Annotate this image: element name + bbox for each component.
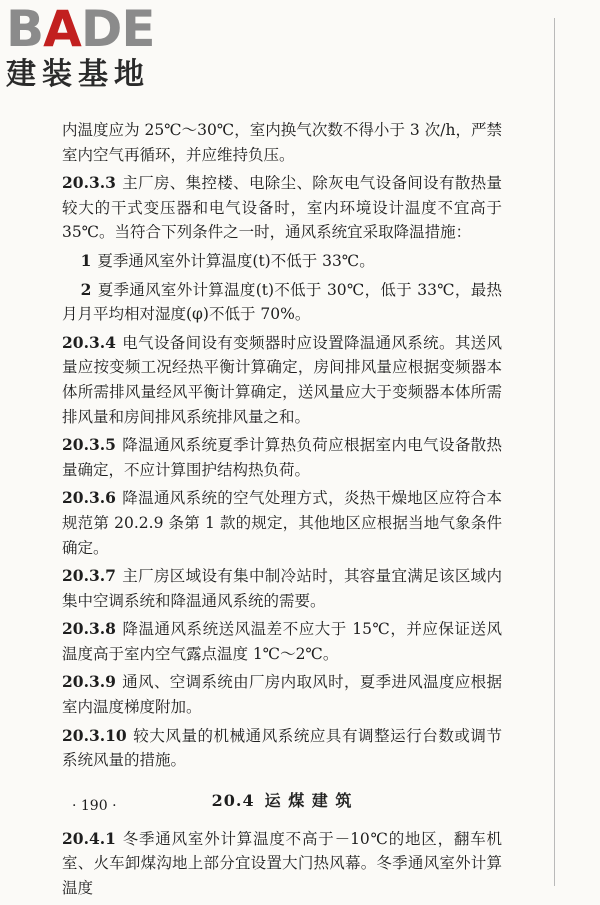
item-number: 2 bbox=[80, 279, 92, 299]
clause-number: 20.3.5 bbox=[62, 435, 116, 455]
item-text: 夏季通风室外计算温度(t)不低于 30℃，低于 33℃，最热月月平均相对湿度(φ)不低于 70%。 bbox=[62, 280, 502, 324]
clause-text: 降温通风系统的空气处理方式，炎热干燥地区应符合本规范第 20.2.9 条第 1 款的规定，其他地区应根据当地气象条件确定。 bbox=[62, 489, 502, 557]
logo-wordmark: BADE bbox=[6, 0, 155, 58]
clause-text: 冬季通风室外计算温度不高于－10℃的地区，翻车机室、火车卸煤沟地上部分宜设置大门热风幕。冬季通风室外计算温度 bbox=[62, 829, 502, 898]
clause-text: 较大风量的机械通风系统应具有调整运行台数或调节系统风量的措施。 bbox=[62, 726, 502, 770]
clause-number: 20.3.9 bbox=[62, 672, 116, 692]
item-number: 1 bbox=[80, 250, 92, 270]
clause-text: 电气设备间设有变频器时应设置降温通风系统。其送风量应按变频工况经热平衡计算确定，房间排风量应根据变频器本体所需排风量经风平衡计算确定，送风量应大于变频器本体所需排风量和房间排风系统排风量之和。 bbox=[62, 333, 502, 426]
logo-subtitle: 建装基地 bbox=[6, 57, 150, 92]
item-text: 夏季通风室外计算温度(t)不低于 33℃。 bbox=[97, 251, 375, 270]
clause-20-4-1 bbox=[62, 827, 502, 901]
clause-text: 降温通风系统送风温差不应大于 15℃，并应保证送风温度高于室内空气露点温度 1℃～2℃。 bbox=[62, 620, 502, 663]
clause-text: 降温通风系统夏季计算热负荷应根据室内电气设备散热量确定，不应计算围护结构热负荷。 bbox=[62, 436, 502, 479]
document-body bbox=[62, 118, 502, 905]
page-number: · 190 · bbox=[72, 798, 117, 814]
clause-number: 20.3.6 bbox=[62, 488, 116, 508]
clause-number: 20.3.8 bbox=[62, 619, 116, 639]
clause-number: 20.3.7 bbox=[62, 566, 116, 586]
bade-logo bbox=[6, 0, 181, 92]
clause-20-3-6 bbox=[62, 486, 502, 560]
clause-20-3-8 bbox=[62, 617, 502, 666]
clause-20-3-5 bbox=[62, 433, 502, 482]
section-heading bbox=[62, 789, 502, 813]
scan-edge-line bbox=[554, 18, 555, 886]
clause-number: 20.3.4 bbox=[62, 332, 116, 352]
list-item-2 bbox=[62, 278, 502, 327]
paragraph-continuation: 内温度应为 25℃～30℃，室内换气次数不得小于 3 次/h，严禁室内空气再循环，并应维持负压。 bbox=[62, 121, 502, 164]
clause-20-3-4 bbox=[62, 331, 502, 429]
clause-20-3-10 bbox=[62, 724, 502, 773]
clause-text: 主厂房、集控楼、电除尘、除灰电气设备间设有散热量较大的干式变压器和电气设备时，室内环境设计温度不宜高于 35℃。当符合下列条件之一时，通风系统宜采取降温措施： bbox=[62, 174, 502, 242]
list-item-1 bbox=[62, 249, 502, 274]
clause-number: 20.4.1 bbox=[62, 828, 116, 848]
clause-number: 20.3.10 bbox=[62, 725, 127, 745]
clause-20-3-9 bbox=[62, 670, 502, 719]
clause-text: 主厂房区域设有集中制冷站时，其容量宜满足该区域内集中空调系统和降温通风系统的需要。 bbox=[62, 567, 502, 610]
clause-20-3-7 bbox=[62, 564, 502, 613]
section-number: 20.4 bbox=[211, 790, 255, 810]
clause-text: 通风、空调系统由厂房内取风时，夏季进风温度应根据室内温度梯度附加。 bbox=[62, 673, 502, 717]
clause-20-3-3 bbox=[62, 171, 502, 245]
section-title: 运 煤 建 筑 bbox=[264, 790, 353, 810]
clause-number: 20.3.3 bbox=[62, 173, 116, 193]
